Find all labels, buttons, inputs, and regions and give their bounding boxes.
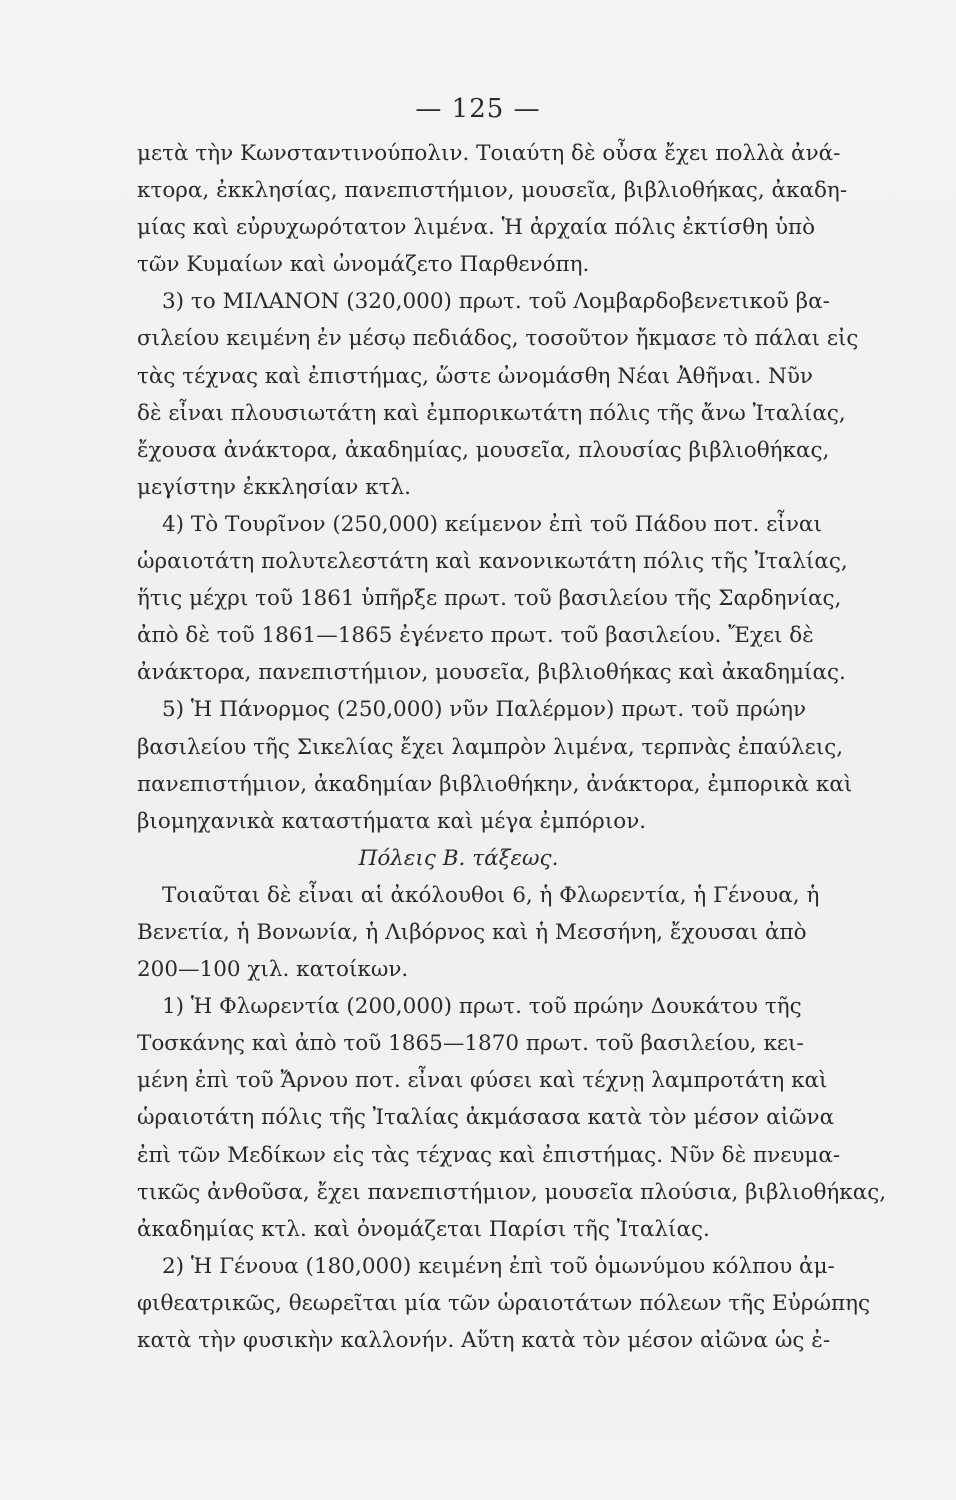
text-line: ἔχουσα ἀνάκτορα, ἀκαδημίας, μουσεῖα, πλουσίας βιβλιοθήκας,	[137, 437, 830, 463]
text-line: 1) Ἡ Φλωρεντία (200,000) πρωτ. τοῦ πρώην Δουκάτου τῆς	[162, 994, 802, 1020]
text-line: τῶν Κυμαίων καὶ ὠνομάζετο Παρθενόπη.	[137, 252, 590, 278]
text-line: ἀπὸ δὲ τοῦ 1861—1865 ἐγένετο πρωτ. τοῦ βασιλείου. Ἔχει δὲ	[137, 623, 814, 649]
text-line: ὡραιοτάτη πολυτελεστάτη καὶ κανονικωτάτη πόλις τῆς Ἰταλίας,	[137, 549, 848, 575]
text-line: 2) Ἡ Γένουα (180,000) κειμένη ἐπὶ τοῦ ὁμωνύμου κόλπου ἀμ-	[162, 1253, 835, 1279]
text-line: κτορα, ἐκκλησίας, πανεπιστήμιον, μουσεῖα, βιβλιοθήκας, ἀκαδη-	[137, 178, 848, 204]
text-line: σιλείου κειμένη ἐν μέσῳ πεδιάδος, τοσοῦτον ἤκμασε τὸ πάλαι εἰς	[137, 326, 859, 352]
text-line: 3) το ΜΙΛΑΝΟΝ (320,000) πρωτ. τοῦ Λομβαρδοβενετικοῦ βα-	[162, 289, 830, 315]
text-line: μεγίστην ἐκκλησίαν κτλ.	[137, 474, 411, 500]
text-line: μίας καὶ εὐρυχωρότατον λιμένα. Ἡ ἀρχαία πόλις ἐκτίσθη ὑπὸ	[137, 215, 816, 241]
page-number: — 125 —	[415, 94, 541, 124]
text-line: Τοσκάνης καὶ ἀπὸ τοῦ 1865—1870 πρωτ. τοῦ βασιλείου, κει-	[137, 1031, 804, 1057]
text-line: φιθεατρικῶς, θεωρεῖται μία τῶν ὡραιοτάτων πόλεων τῆς Εὐρώπης	[137, 1290, 871, 1316]
text-line: βασιλείου τῆς Σικελίας ἔχει λαμπρὸν λιμένα, τερπνὰς ἐπαύλεις,	[137, 734, 844, 760]
body-text	[137, 135, 887, 1359]
text-line: τὰς τέχνας καὶ ἐπιστήμας, ὥστε ὠνομάσθη Νέαι Ἀθῆναι. Νῦν	[137, 363, 813, 389]
text-line: 5) Ἡ Πάνορμος (250,000) νῦν Παλέρμον) πρωτ. τοῦ πρώην	[162, 697, 807, 723]
text-line: τικῶς ἀνθοῦσα, ἔχει πανεπιστήμιον, μουσεῖα πλούσια, βιβλιοθήκας,	[137, 1179, 887, 1205]
text-line: ἀκαδημίας κτλ. καὶ ὀνομάζεται Παρίσι τῆς Ἰταλίας.	[137, 1216, 710, 1242]
text-line: ἐπὶ τῶν Μεδίκων εἰς τὰς τέχνας καὶ ἐπιστήμας. Νῦν δὲ πνευμα-	[137, 1142, 841, 1168]
text-line: 200—100 χιλ. κατοίκων.	[137, 957, 409, 983]
text-line: μετὰ τὴν Κωνσταντινούπολιν. Τοιαύτη δὲ οὖσα ἔχει πολλὰ ἀνά-	[137, 141, 841, 166]
text-line: κατὰ τὴν φυσικὴν καλλονήν. Αὕτη κατὰ τὸν μέσον αἰῶνα ὡς ἐ-	[137, 1328, 831, 1353]
text-line: ἀνάκτορα, πανεπιστήμιον, μουσεῖα, βιβλιοθήκας καὶ ἀκαδημίας.	[137, 660, 846, 686]
text-line: βιομηχανικὰ καταστήματα καὶ μέγα ἐμπόριον.	[137, 808, 647, 834]
text-line: 4) Τὸ Τουρῖνον (250,000) κείμενον ἐπὶ τοῦ Πάδου ποτ. εἶναι	[162, 511, 822, 537]
text-line: δὲ εἶναι πλουσιωτάτη καὶ ἐμπορικωτάτη πόλις τῆς ἄνω Ἰταλίας,	[137, 400, 846, 426]
text-line: Βενετία, ἡ Βονωνία, ἡ Λιβόρνος καὶ ἡ Μεσσήνη, ἔχουσαι ἀπὸ	[137, 919, 807, 945]
text-line: μένη ἐπὶ τοῦ Ἄρνου ποτ. εἶναι φύσει καὶ τέχνῃ λαμπροτάτη καὶ	[137, 1068, 828, 1094]
text-line: ὡραιοτάτη πόλις τῆς Ἰταλίας ἀκμάσασα κατὰ τὸν μέσον αἰῶνα	[137, 1105, 835, 1131]
text-line: Τοιαῦται δὲ εἶναι αἱ ἀκόλουθοι 6, ἡ Φλωρεντία, ἡ Γένουα, ἡ	[162, 882, 820, 908]
text-line: πανεπιστήμιον, ἀκαδημίαν βιβλιοθήκην, ἀνάκτορα, ἐμπορικὰ καὶ	[137, 771, 853, 797]
text-line: ἥτις μέχρι τοῦ 1861 ὑπῆρξε πρωτ. τοῦ βασιλείου τῆς Σαρδηνίας,	[137, 586, 842, 612]
section-heading: Πόλεις Β. τάξεως.	[358, 845, 559, 871]
